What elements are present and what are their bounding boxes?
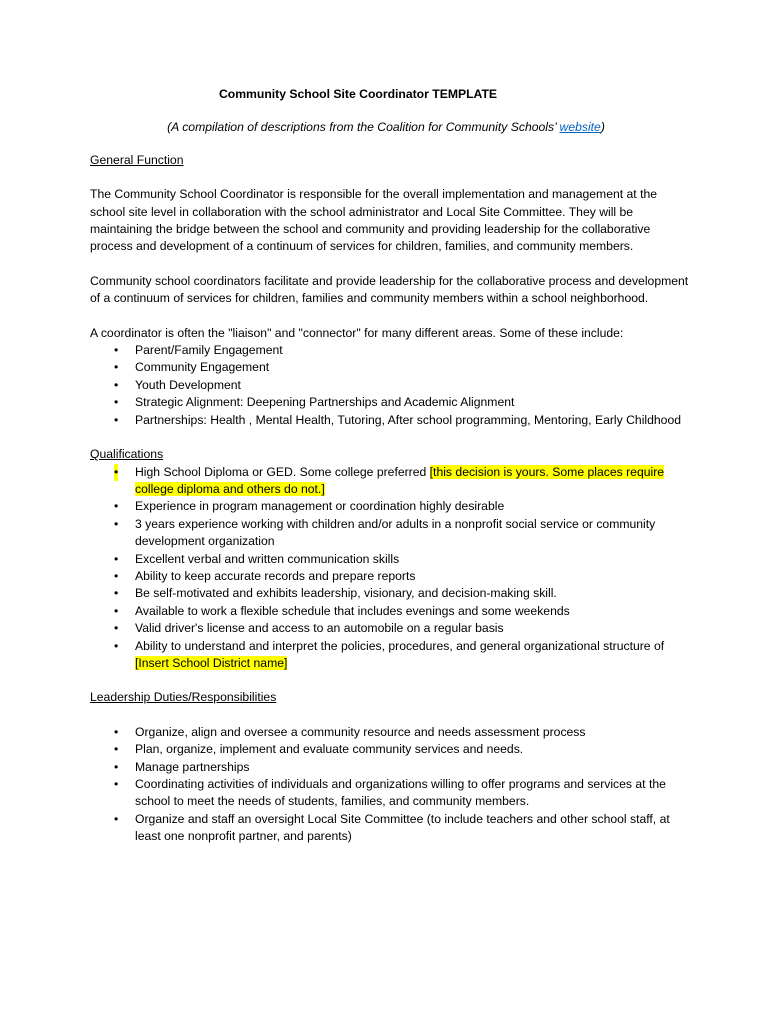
list-item: • Manage partnerships bbox=[135, 759, 690, 776]
list-item: • 3 years experience working with children and/or adults in a nonprofit social service or community development organization bbox=[114, 516, 656, 549]
bullet-icon: • bbox=[114, 777, 119, 791]
bullet-icon: • bbox=[114, 811, 119, 826]
bullet-icon: • bbox=[114, 724, 119, 739]
general-function-paragraph-1: The Community School Coordinator is responsible for the overall implementation and management at the school site level in collaboration with the school administrator and Local Site Committee. They will be maintaining the bridge between the school and community and providing leadership for the collaborative process and development of a continuum of services for children, families, and community members. bbox=[90, 187, 658, 254]
highlighted-note: [this decision is yours. Some places require college diploma and others do not.] bbox=[135, 464, 665, 496]
bullet-icon: • bbox=[114, 568, 119, 583]
list-item: • Experience in program management or coordination highly desirable bbox=[135, 498, 690, 515]
list-item: • Ability to understand and interpret the policies, procedures, and general organizational structure of [Insert School District name] bbox=[114, 638, 665, 670]
list-item: • Strategic Alignment: Deepening Partnerships and Academic Alignment bbox=[135, 394, 690, 411]
list-item: • Available to work a flexible schedule that includes evenings and some weekends bbox=[135, 603, 690, 620]
list-item: • Community Engagement bbox=[135, 359, 690, 376]
bullet-icon: • bbox=[114, 621, 119, 636]
highlighted-placeholder: [Insert School District name] bbox=[135, 655, 288, 670]
bullet-icon: • bbox=[114, 343, 119, 358]
general-function-paragraph-2: Community school coordinators facilitate and provide leadership for the collaborative process and development of a continuum of services for children, families and community members within a school neighborhood. bbox=[90, 273, 689, 306]
list-item: • Partnerships: Health , Mental Health, Tutoring, After school programming, Mentoring, Early Childhood bbox=[135, 412, 690, 429]
list-item: • Youth Development bbox=[135, 377, 690, 394]
leadership-list bbox=[90, 724, 690, 846]
bullet-icon: • bbox=[114, 638, 119, 653]
list-item: • Excellent verbal and written communication skills bbox=[135, 551, 690, 568]
bullet-icon: • bbox=[114, 586, 119, 601]
document-page bbox=[90, 86, 690, 846]
general-function-heading: General Function bbox=[90, 152, 184, 167]
bullet-icon: • bbox=[114, 395, 119, 410]
bullet-icon: • bbox=[114, 464, 118, 481]
document-subtitle bbox=[86, 119, 686, 136]
areas-list bbox=[90, 342, 690, 429]
leadership-heading: Leadership Duties/Responsibilities bbox=[90, 690, 277, 705]
bullet-icon: • bbox=[114, 499, 119, 514]
bullet-icon: • bbox=[114, 759, 119, 774]
list-item: • Parent/Family Engagement bbox=[135, 342, 690, 359]
bullet-icon: • bbox=[114, 603, 119, 618]
document-title: Community School Site Coordinator TEMPLATE bbox=[218, 87, 498, 101]
bullet-icon: • bbox=[114, 551, 119, 566]
list-item: • Plan, organize, implement and evaluate community services and needs. bbox=[135, 741, 690, 758]
subtitle-prefix: (A compilation of descriptions from the Coalition for Community Schools’ bbox=[167, 120, 560, 135]
list-item: • Valid driver's license and access to an automobile on a regular basis bbox=[135, 620, 690, 637]
bullet-icon: • bbox=[114, 412, 119, 427]
list-item: • Organize and staff an oversight Local Site Committee (to include teachers and other school staff, at least one nonprofit partner, and parents) bbox=[114, 811, 670, 844]
bullet-icon: • bbox=[114, 377, 119, 392]
bullet-icon: • bbox=[114, 742, 119, 757]
subtitle-suffix: ) bbox=[600, 120, 605, 135]
list-item: • Be self-motivated and exhibits leadership, visionary, and decision-making skill. bbox=[135, 585, 690, 602]
bullet-icon: • bbox=[114, 516, 119, 531]
list-item: • Coordinating activities of individuals and organizations willing to offer programs and services at the school to meet the needs of students, families, and community members. bbox=[114, 777, 666, 809]
website-link[interactable]: website bbox=[559, 120, 601, 135]
qualifications-list bbox=[90, 464, 690, 673]
list-item: • High School Diploma or GED. Some college preferred [this decision is yours. Some places require college diploma and others do not.] bbox=[114, 464, 665, 496]
list-item: • Ability to keep accurate records and prepare reports bbox=[135, 568, 690, 585]
list-item: • Organize, align and oversee a community resource and needs assessment process bbox=[135, 724, 690, 741]
qualifications-heading: Qualifications bbox=[90, 447, 164, 462]
bullet-icon: • bbox=[114, 360, 119, 375]
general-function-paragraph-3: A coordinator is often the "liaison" and "connector" for many different areas. Some of these include: bbox=[90, 325, 624, 340]
